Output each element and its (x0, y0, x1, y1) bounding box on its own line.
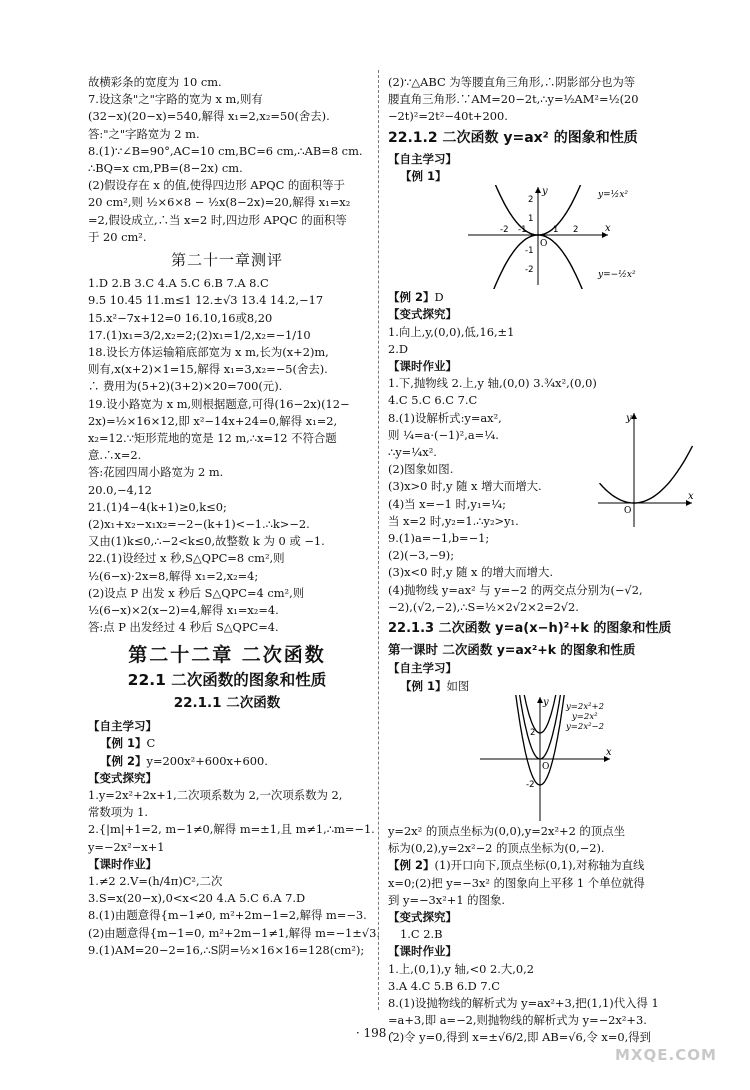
text-line: =a+3,即 a=−2,则抛物线的解析式为 y=−2x²+3. (388, 1013, 647, 1028)
text-line: 意.∴x=2. (88, 448, 142, 463)
text-line: 故横彩条的宽度为 10 cm. (88, 75, 222, 89)
text-line: (2)图象如图. (388, 462, 454, 477)
tick-y-1: 1 (528, 214, 534, 225)
text-line: 22.(1)设经过 x 秒,S△QPC=8 cm²,则 (88, 551, 285, 566)
text-line: 1.y=2x²+2x+1,二次项系数为 2,一次项系数为 2, (88, 787, 343, 802)
tag-variant-explore: 【变式探究】 (88, 770, 157, 785)
text-line: ∴ 费用为(5+2)(3+2)×20=700(元). (88, 379, 283, 394)
text-line: 9.5 10.45 11.m≤1 12.±√3 13.4 14.2,−17 (88, 293, 324, 308)
text-line: ∴BQ=x cm,PB=(8−2x) cm. (88, 161, 243, 176)
example-2-line-3: 到 y=−3x²+1 的图象. (388, 892, 505, 907)
text-line: 又由(1)k≤0,∴−2<k≤0,故整数 k 为 0 或 −1. (88, 534, 325, 549)
page-number: · 198 · (355, 1026, 395, 1040)
text-line: (3)x>0 时,y 随 x 增大而增大. (388, 479, 542, 494)
example-2-line-1: (1)开口向下,顶点坐标(0,1),对称轴为直线 (434, 858, 645, 873)
text-line: 15.x²−7x+12=0 16.10,16或8,20 (88, 310, 273, 325)
text-line: 8.(1)设抛物线的解析式为 y=ax²+3,把(1,1)代入得 1 (388, 995, 659, 1010)
graph-parabola-quarter (596, 409, 696, 529)
text-line: (2)设点 P 出发 x 秒后 S△QPC=4 cm²,则 (88, 585, 305, 600)
tick-y-neg1: -1 (525, 246, 534, 257)
text-line: ½(6−x)×2(x−2)=4,解得 x₁=x₂=4. (88, 603, 279, 618)
example-2-answer: y=200x²+600x+600. (146, 753, 268, 768)
text-line: =2,假设成立,∴当 x=2 时,四边形 APQC 的面积等 (88, 212, 347, 227)
text-line: 7.设这条"之"字路的宽为 x m,则有 (88, 92, 263, 107)
text-line: 8.(1)由题意得{m−1≠0, m²+2m−1=2,解得 m=−3. (88, 908, 367, 923)
axis-y-label: y (543, 696, 549, 708)
text-line: 4.C 5.C 6.C 7.C (388, 393, 478, 408)
chapter-21-answers (88, 275, 366, 636)
graph-parabolas-pm-half (398, 185, 698, 289)
text-line: 1.向上,y,(0,0),低,16,±1 (388, 324, 515, 339)
text-line: y=2x² 的顶点坐标为(0,0),y=2x²+2 的顶点坐 (388, 823, 625, 838)
text-line: 于 20 cm². (88, 229, 147, 244)
text-line: 19.设小路宽为 x m,则根据题意,可得(16−2x)(12− (88, 396, 350, 411)
example-2-line-2: x=0;(2)把 y=−3x² 的图象向上平移 1 个单位就得 (388, 875, 645, 890)
curve-label-base: y=2x² (572, 711, 598, 722)
tick-y-2: 2 (528, 195, 534, 206)
example-2-answer: D (434, 290, 444, 305)
text-line: 3.S=x(20−x),0<x<20 4.A 5.C 6.A 7.D (88, 891, 306, 906)
tick-x-2: 2 (573, 225, 579, 236)
variant-explore-answers (388, 324, 700, 358)
text-line: 1.≠2 2.V=(h/4π)C²,二次 (88, 873, 223, 888)
tag-self-study: 【自主学习】 (388, 661, 457, 676)
tag-example-2: 【例 2】 (388, 290, 435, 305)
text-line: 8.(1)∵∠B=90°,AC=10 cm,BC=6 cm,∴AB=8 cm. (88, 143, 363, 158)
axis-y-label: y (626, 413, 632, 425)
origin-label: O (542, 761, 550, 772)
left-column (88, 74, 380, 959)
text-line: 则有,x(x+2)×1=15,解得 x₁=3,x₂=−5(舍去). (88, 362, 328, 377)
tick-y-neg2: -2 (526, 779, 535, 790)
text-line: 3.A 4.C 5.B 6.D 7.C (388, 978, 500, 993)
text-line: 2x)=½×16×12,即 x²−14x+24=0,解得 x₁=2, (88, 413, 338, 428)
text-line: 9.(1)a=−1,b=−1; (388, 531, 490, 546)
tag-homework: 【课时作业】 (88, 856, 157, 871)
axis-x-label: x (605, 223, 611, 235)
text-line: 1.上,(0,1),y 轴,<0 2.大,0,2 (388, 961, 534, 976)
text-line: 则 ¼=a·(−1)²,a=¼. (388, 427, 499, 442)
text-line: 18.设长方体运输箱底部宽为 x m,长为(x+2)m, (88, 345, 329, 360)
curve-label-up: y=½x² (598, 190, 629, 201)
text-line: ∴y=¼x². (388, 445, 437, 460)
curve-label-minus2: y=2x²−2 (566, 721, 605, 732)
text-line: 腰直角三角形.∵AM=20−2t,∴y=½AM²=½(20 (388, 92, 639, 107)
origin-label: O (624, 506, 632, 517)
text-line: 答:"之"字路宽为 2 m. (88, 126, 200, 141)
text-line: 17.(1)x₁=3/2,x₂=2;(2)x₁=1/2,x₂=−1/10 (88, 327, 311, 342)
text-line: (4)抛物线 y=ax² 与 y=−2 的两交点分别为(−√2, (388, 582, 643, 597)
text-line: 8.(1)设解析式:y=ax², (388, 410, 502, 425)
text-line: ½(6−x)·2x=8,解得 x₁=2,x₂=4; (88, 568, 259, 583)
intro-answers (88, 74, 366, 246)
text-line: −2t)²=2t²−40t+200. (388, 109, 508, 124)
text-line: 1.D 2.B 3.C 4.A 5.C 6.B 7.A 8.C (88, 276, 269, 291)
text-line: (2)x₁+x₂−x₁x₂=−2−(k+1)<−1.∴k>−2. (88, 517, 310, 532)
tick-x-1: 1 (553, 225, 559, 236)
text-line: (2)∵△ABC 为等腰直角三角形,∴阴影部分也为等 (388, 75, 636, 89)
text-line: 1.下,抛物线 2.上,y 轴,(0,0) 3.¾x²,(0,0) (388, 376, 597, 391)
tag-example-2: 【例 2】 (388, 858, 435, 873)
text-line: 标为(0,2),y=2x²−2 的顶点坐标为(0,−2). (388, 841, 605, 856)
text-line: (4)当 x=−1 时,y₁=¼; (388, 496, 506, 511)
text-line: 当 x=2 时,y₂=1.∴y₂>y₁. (388, 513, 519, 528)
text-line: (2)(−3,−9); (388, 548, 455, 563)
text-line: (3)x<0 时,y 随 x 的增大而增大. (388, 565, 554, 580)
tag-variant-explore: 【变式探究】 (388, 909, 457, 924)
graph-shifted-parabolas (388, 695, 688, 823)
homework-answers (88, 873, 380, 959)
text-line: (2)假设存在 x 的值,使得四边形 APQC 的面积等于 (88, 178, 345, 193)
curve-label-down: y=−½x² (598, 270, 636, 281)
tag-self-study: 【自主学习】 (388, 151, 457, 166)
tag-example-1: 【例 1】 (400, 678, 447, 693)
text-line: 2.{|m|+1=2, m−1≠0,解得 m=±1,且 m≠1,∴m=−1. (88, 822, 375, 837)
example-1-explanation (388, 823, 700, 857)
example-1-text: 如图 (446, 678, 470, 693)
text-line: −2),(√2,−2),∴S=½×2√2×2=2√2. (388, 599, 579, 614)
text-line: 答:点 P 出发经过 4 秒后 S△QPC=4. (88, 620, 279, 635)
tick-y-neg2: -2 (525, 265, 534, 276)
axis-x-label: x (606, 746, 612, 758)
axis-x-label: x (688, 491, 694, 503)
text-line: y=−2x²−x+1 (88, 839, 165, 854)
tag-example-1: 【例 1】 (100, 736, 147, 751)
tick-x-neg1: -1 (518, 225, 527, 236)
text-line: 20 cm²,则 ½×6×8 − ½x(8−2x)=20,解得 x₁=x₂ (88, 195, 351, 210)
watermark: MXQE.COM (615, 1046, 717, 1064)
text-line: 常数项为 1. (88, 805, 149, 820)
tag-homework: 【课时作业】 (388, 359, 457, 374)
lesson-1-title: 第一课时 二次函数 y=ax²+k 的图象和性质 (388, 642, 636, 658)
text-line: 20.0,−4,12 (88, 482, 152, 497)
tag-variant-explore: 【变式探究】 (388, 307, 457, 322)
text-line: (32−x)(20−x)=540,解得 x₁=2,x₂=50(舍去). (88, 109, 330, 124)
section-22-1-title: 22.1 二次函数的图象和性质 (127, 670, 327, 689)
curve-label-plus2: y=2x²+2 (566, 701, 605, 712)
origin-label: O (540, 239, 548, 250)
right-column (388, 74, 700, 1047)
tick-x-neg2: -2 (500, 225, 509, 236)
chapter-21-test-title: 第二十一章测评 (170, 251, 283, 270)
tag-example-2: 【例 2】 (100, 753, 147, 768)
variant-explore-answers-2: 1.C 2.B (400, 927, 443, 942)
tag-self-study: 【自主学习】 (88, 719, 157, 734)
text-line: 答:花园四周小路宽为 2 m. (88, 465, 224, 480)
text-line: 21.(1)4−4(k+1)≥0,k≤0; (88, 499, 227, 514)
tag-homework: 【课时作业】 (388, 944, 457, 959)
continued-answers (388, 74, 700, 126)
axis-y-label: y (542, 186, 548, 198)
text-line: 9.(1)AM=20−2=16,∴S阴=½×16×16=128(cm²); (88, 942, 365, 957)
tick-y-2: 2 (530, 727, 536, 738)
text-line: 2.D (388, 341, 409, 356)
column-divider (378, 70, 379, 1010)
variant-explore-answers (88, 787, 375, 856)
text-line: (2)令 y=0,得到 x=±√6/2,即 AB=√6,令 x=0,得到 (388, 1030, 652, 1045)
text-line: x₂=12.∵矩形荒地的宽是 12 m,∴x=12 不符合题 (88, 431, 337, 446)
section-22-1-2-title: 22.1.2 二次函数 y=ax² 的图象和性质 (388, 129, 638, 146)
text-line: (2)由题意得{m−1=0, m²+2m−1≠1,解得 m=−1±√3. (88, 925, 380, 940)
chapter-22-title: 第二十二章 二次函数 (128, 643, 326, 666)
example-1-answer: C (146, 736, 156, 751)
section-22-1-3-title: 22.1.3 二次函数 y=a(x−h)²+k 的图象和性质 (388, 621, 672, 637)
tag-example-1: 【例 1】 (400, 169, 447, 184)
section-22-1-1-title: 22.1.1 二次函数 (173, 694, 281, 711)
